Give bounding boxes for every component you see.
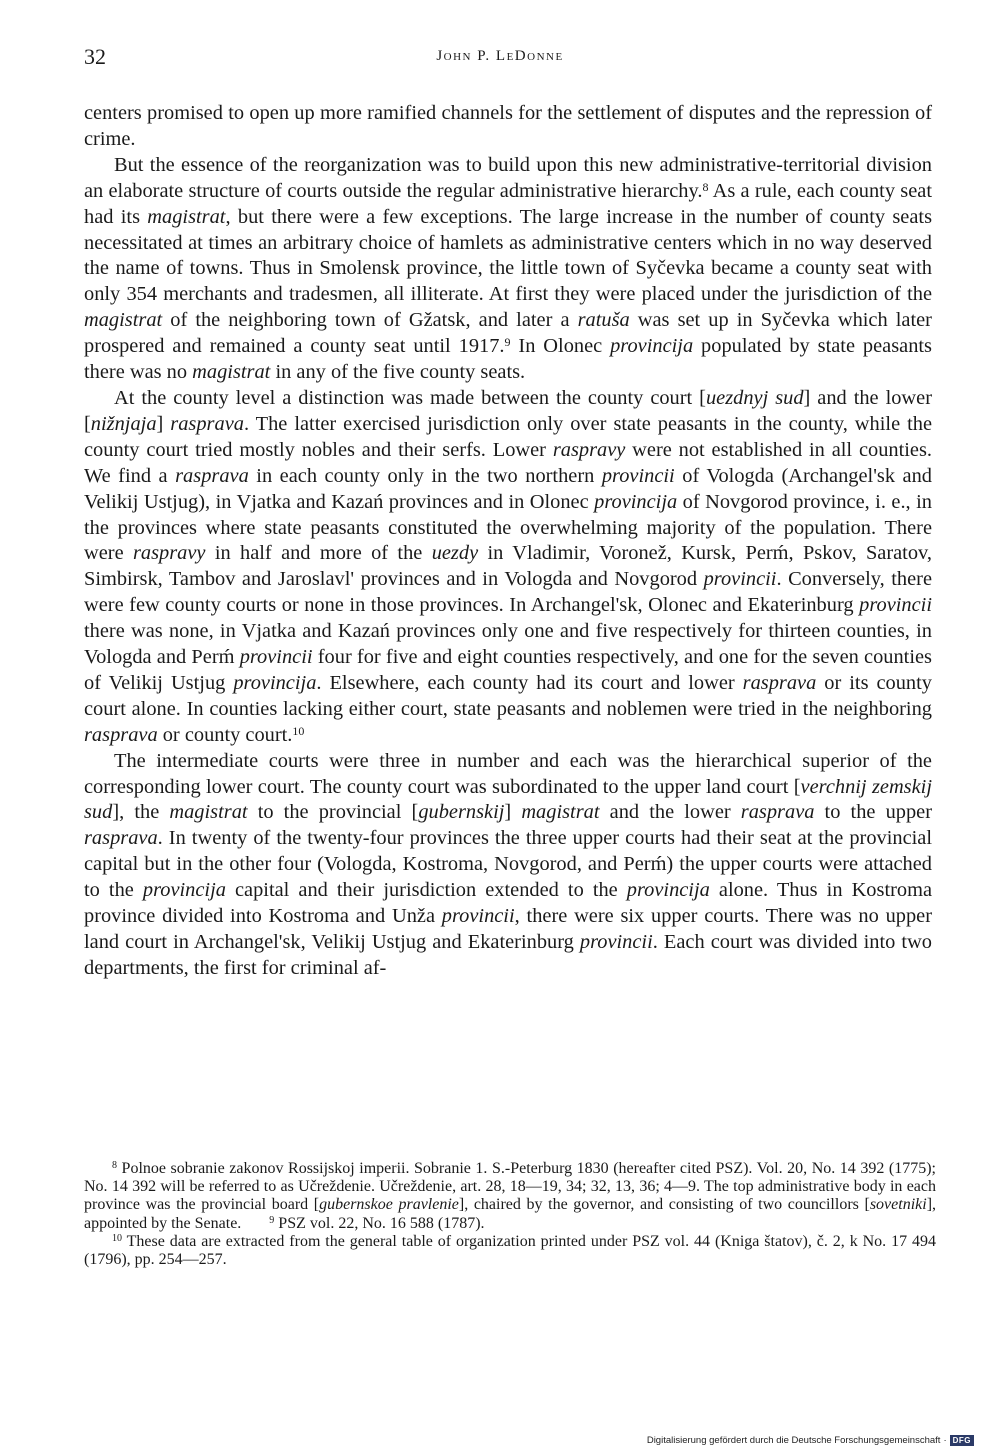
running-title: John P. LeDonne: [436, 48, 564, 64]
body-text: [84, 101, 932, 982]
body-paragraph: But the essence of the reorganization was to build upon this new administrative-territorial division an elaborate structure of courts outside the regular administrative hierarchy.$^8$ As a rule, each county seat had its magistrat, but there were a few exceptions. The large increase in the number of county seats necessitated at times an arbitrary choice of hamlets as administrative centers which in no way deserved the name of towns. Thus in Smolensk province, the little town of Syčevka became a county seat with only 354 merchants and tradesmen, all illiterate. At first they were placed under the jurisdiction of the magistrat of the neighboring town of Gžatsk, and later a ratuša was set up in Syčevka which later prospered and remained a county seat until 1917.$^9$ In Olonec provincija populated by state peasants there was no magistrat in any of the five county seats.: [84, 153, 932, 384]
footnotes: [84, 1160, 936, 1269]
credit-text: Digitalisierung gefördert durch die Deutsche Forschungsgemeinschaft: [646, 1435, 941, 1446]
body-paragraph: The intermediate courts were three in number and each was the hierarchical superior of the corresponding lower court. The county court was subordinated to the upper land court [verchnij zemskij sud], the magistrat to the provincial [gubernskij] magistrat and the lower rasprava to the upper rasprava. In twenty of the twenty-four provinces the three upper courts had their seat at the provincial capital but in the other four (Vologda, Kostroma, Novgorod, and Perḿ) the upper courts were attached to the provincija capital and their jurisdiction extended to the provincija alone. Thus in Kostroma province divided into Kostroma and Unža provincii, there were six upper courts. There was no upper land court in Archangel'sk, Velikij Ustjug and Ekaterinburg provincii. Each court was divided into two departments, the first for criminal af-: [84, 749, 933, 979]
dfg-logo: DFG: [950, 1435, 974, 1446]
footnote: $^{10}$ These data are extracted from the general table of organization printed under PSZ vol. 44 (Kniga štatov), č. 2, k No. 17 494 (1796), pp. 254—257.: [84, 1232, 936, 1269]
footnote: $^8$ Polnoe sobranie zakonov Rossijskoj imperii. Sobranie 1. S.-Peterburg 1830 (hereafter cited PSZ). Vol. 20, No. 14 392 (1775); No. 14 392 will be referred to as Učreždenie. Učreždenie, art. 28, 18—19, 34; 32, 13, 36; 4—9. The top administrative body in each province was the provincial board [gubernskoe pravlenie], chaired by the governor, and consisting of two councillors [sovetniki], appointed by the Senate. $^9$ PSZ vol. 22, No. 16 588 (1787).: [84, 1160, 937, 1232]
digitization-credit: Digitalisierung gefördert durch die Deutsche Forschungsgemeinschaft · DFG: [647, 1435, 974, 1446]
page-number: 32: [84, 44, 106, 69]
body-paragraph: centers promised to open up more ramified channels for the settlement of disputes and the repression of crime.: [84, 102, 932, 150]
body-paragraph: At the county level a distinction was made between the county court [uezdnyj sud] and the lower [nižnjaja] rasprava. The latter exercised jurisdiction only over state peasants in the county, while the county court tried mostly nobles and their serfs. Lower raspravy were not established in all counties. We find a rasprava in each county only in the two northern provincii of Vologda (Archangel'sk and Velikij Ustjug), in Vjatka and Kazań provinces and in Olonec provincija of Novgorod province, i. e., in the provinces where state peasants constituted the overwhelming majority of the population. There were raspravy in half and more of the uezdy in Vladimir, Voronež, Kursk, Perḿ, Pskov, Saratov, Simbirsk, Tambov and Jaroslavl' provinces and in Vologda and Novgorod provincii. Conversely, there were few county courts or none in those provinces. In Archangel'sk, Olonec and Ekaterinburg provincii there was none, in Vjatka and Kazań provinces only one and five respectively for thirteen counties, in Vologda and Perḿ provincii four for five and eight counties respectively, and one for the seven counties of Velikij Ustjug provincija. Elsewhere, each county had its court and lower rasprava or its county court alone. In counties lacking either court, state peasants and noblemen were tried in the neighboring rasprava or county court.$^{10}$: [84, 386, 933, 746]
